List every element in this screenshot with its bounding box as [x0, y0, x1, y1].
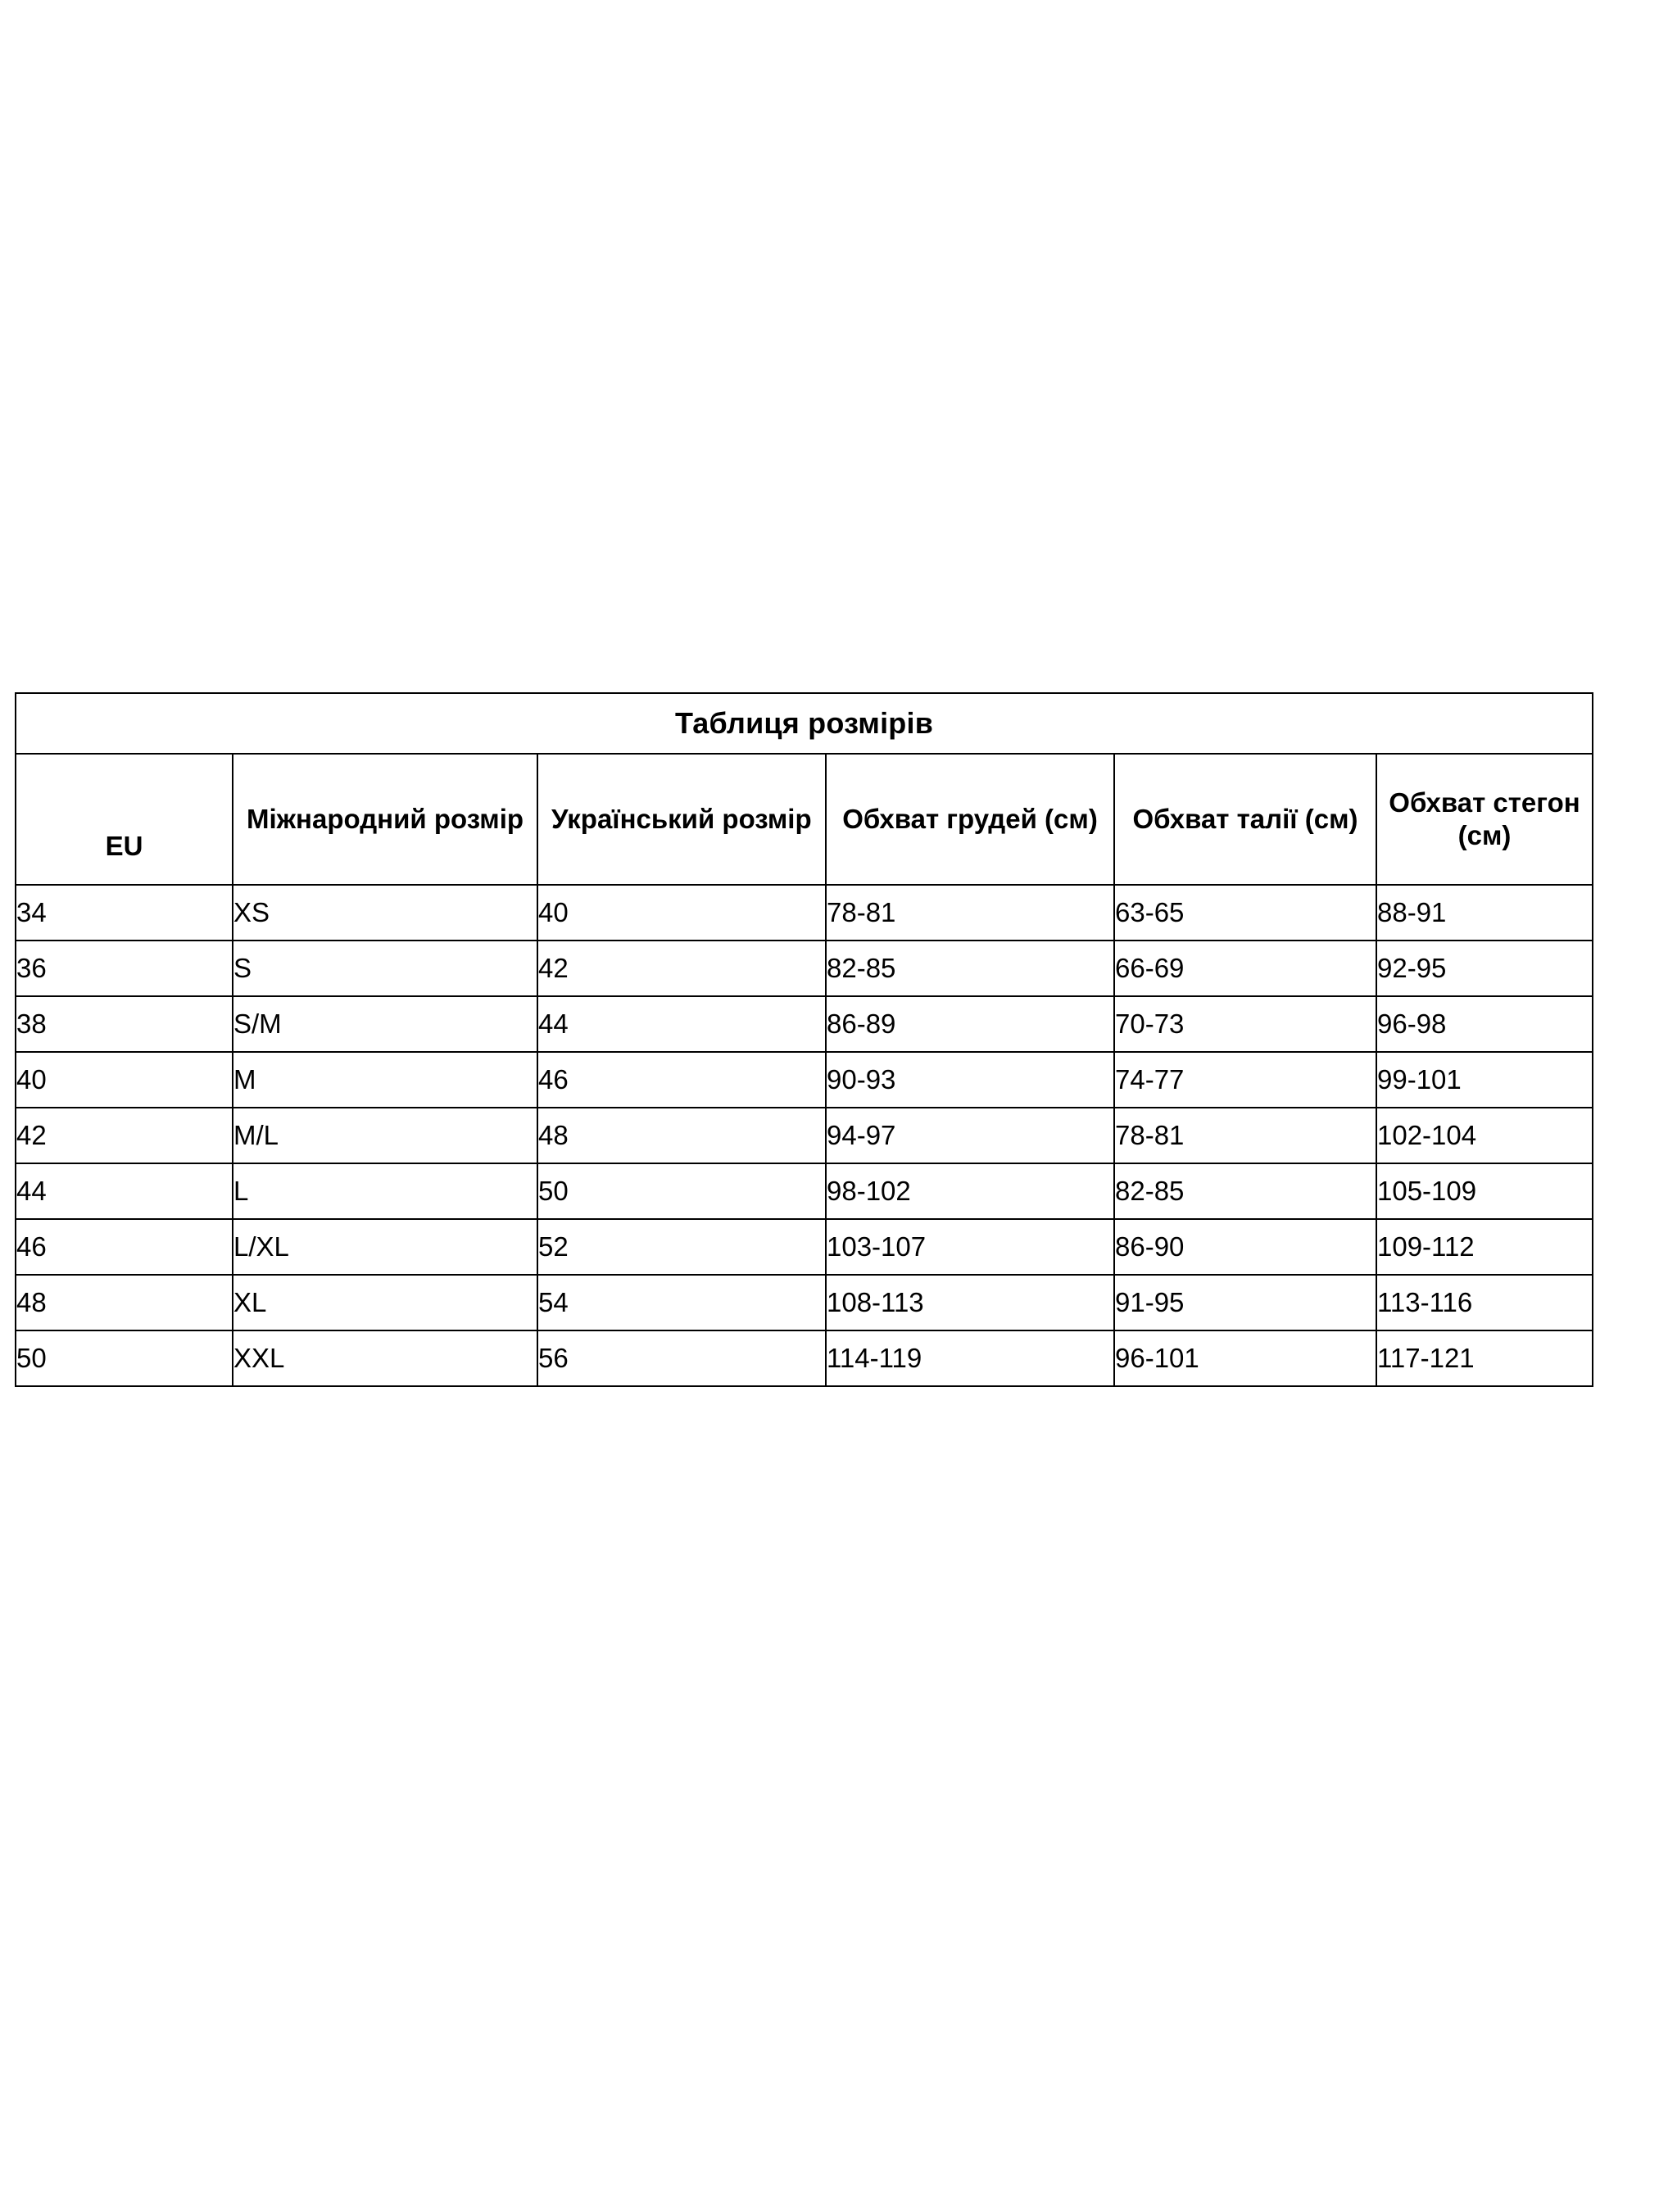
cell-ukrainian-size: 50 [537, 1163, 826, 1219]
cell-waist: 74-77 [1114, 1052, 1376, 1108]
table-row [16, 1330, 1593, 1386]
column-header-hips: Обхват стегон (см) [1376, 754, 1593, 885]
table-row [16, 1275, 1593, 1330]
cell-eu: 44 [16, 1163, 233, 1219]
cell-ukrainian-size: 42 [537, 941, 826, 996]
cell-hips: 105-109 [1376, 1163, 1593, 1219]
size-chart-table [15, 692, 1593, 1387]
cell-international-size: M/L [233, 1108, 537, 1163]
cell-hips: 96-98 [1376, 996, 1593, 1052]
cell-ukrainian-size: 48 [537, 1108, 826, 1163]
cell-ukrainian-size: 40 [537, 885, 826, 941]
table-title: Таблиця розмірів [16, 693, 1593, 754]
cell-international-size: M [233, 1052, 537, 1108]
cell-eu: 40 [16, 1052, 233, 1108]
table-caption-row [16, 693, 1593, 754]
column-header-eu: EU [16, 754, 233, 885]
cell-chest: 114-119 [826, 1330, 1114, 1386]
cell-hips: 109-112 [1376, 1219, 1593, 1275]
cell-hips: 88-91 [1376, 885, 1593, 941]
cell-chest: 86-89 [826, 996, 1114, 1052]
cell-eu: 50 [16, 1330, 233, 1386]
cell-international-size: S [233, 941, 537, 996]
cell-eu: 42 [16, 1108, 233, 1163]
cell-ukrainian-size: 46 [537, 1052, 826, 1108]
cell-eu: 46 [16, 1219, 233, 1275]
cell-waist: 91-95 [1114, 1275, 1376, 1330]
cell-waist: 86-90 [1114, 1219, 1376, 1275]
cell-international-size: S/M [233, 996, 537, 1052]
cell-international-size: XXL [233, 1330, 537, 1386]
table-body [16, 885, 1593, 1386]
column-header-waist: Обхват талії (см) [1114, 754, 1376, 885]
cell-eu: 34 [16, 885, 233, 941]
cell-eu: 38 [16, 996, 233, 1052]
cell-ukrainian-size: 52 [537, 1219, 826, 1275]
column-header-international-size: Міжнародний розмір [233, 754, 537, 885]
cell-chest: 108-113 [826, 1275, 1114, 1330]
cell-hips: 92-95 [1376, 941, 1593, 996]
cell-chest: 98-102 [826, 1163, 1114, 1219]
cell-waist: 82-85 [1114, 1163, 1376, 1219]
table-row [16, 941, 1593, 996]
table-row [16, 1052, 1593, 1108]
table-header [16, 693, 1593, 885]
cell-waist: 63-65 [1114, 885, 1376, 941]
column-header-chest: Обхват грудей (см) [826, 754, 1114, 885]
cell-hips: 102-104 [1376, 1108, 1593, 1163]
cell-international-size: XS [233, 885, 537, 941]
cell-chest: 78-81 [826, 885, 1114, 941]
cell-hips: 117-121 [1376, 1330, 1593, 1386]
cell-eu: 48 [16, 1275, 233, 1330]
cell-chest: 94-97 [826, 1108, 1114, 1163]
cell-ukrainian-size: 54 [537, 1275, 826, 1330]
cell-waist: 70-73 [1114, 996, 1376, 1052]
cell-chest: 103-107 [826, 1219, 1114, 1275]
cell-international-size: L [233, 1163, 537, 1219]
cell-waist: 96-101 [1114, 1330, 1376, 1386]
table-row [16, 1163, 1593, 1219]
cell-waist: 66-69 [1114, 941, 1376, 996]
cell-hips: 99-101 [1376, 1052, 1593, 1108]
cell-waist: 78-81 [1114, 1108, 1376, 1163]
cell-ukrainian-size: 44 [537, 996, 826, 1052]
cell-international-size: L/XL [233, 1219, 537, 1275]
cell-hips: 113-116 [1376, 1275, 1593, 1330]
size-chart-container [15, 692, 1643, 1387]
cell-chest: 82-85 [826, 941, 1114, 996]
cell-eu: 36 [16, 941, 233, 996]
table-column-headers [16, 754, 1593, 885]
column-header-ukrainian-size: Український розмір [537, 754, 826, 885]
table-row [16, 1108, 1593, 1163]
table-row [16, 1219, 1593, 1275]
cell-ukrainian-size: 56 [537, 1330, 826, 1386]
table-row [16, 885, 1593, 941]
table-row [16, 996, 1593, 1052]
cell-international-size: XL [233, 1275, 537, 1330]
cell-chest: 90-93 [826, 1052, 1114, 1108]
